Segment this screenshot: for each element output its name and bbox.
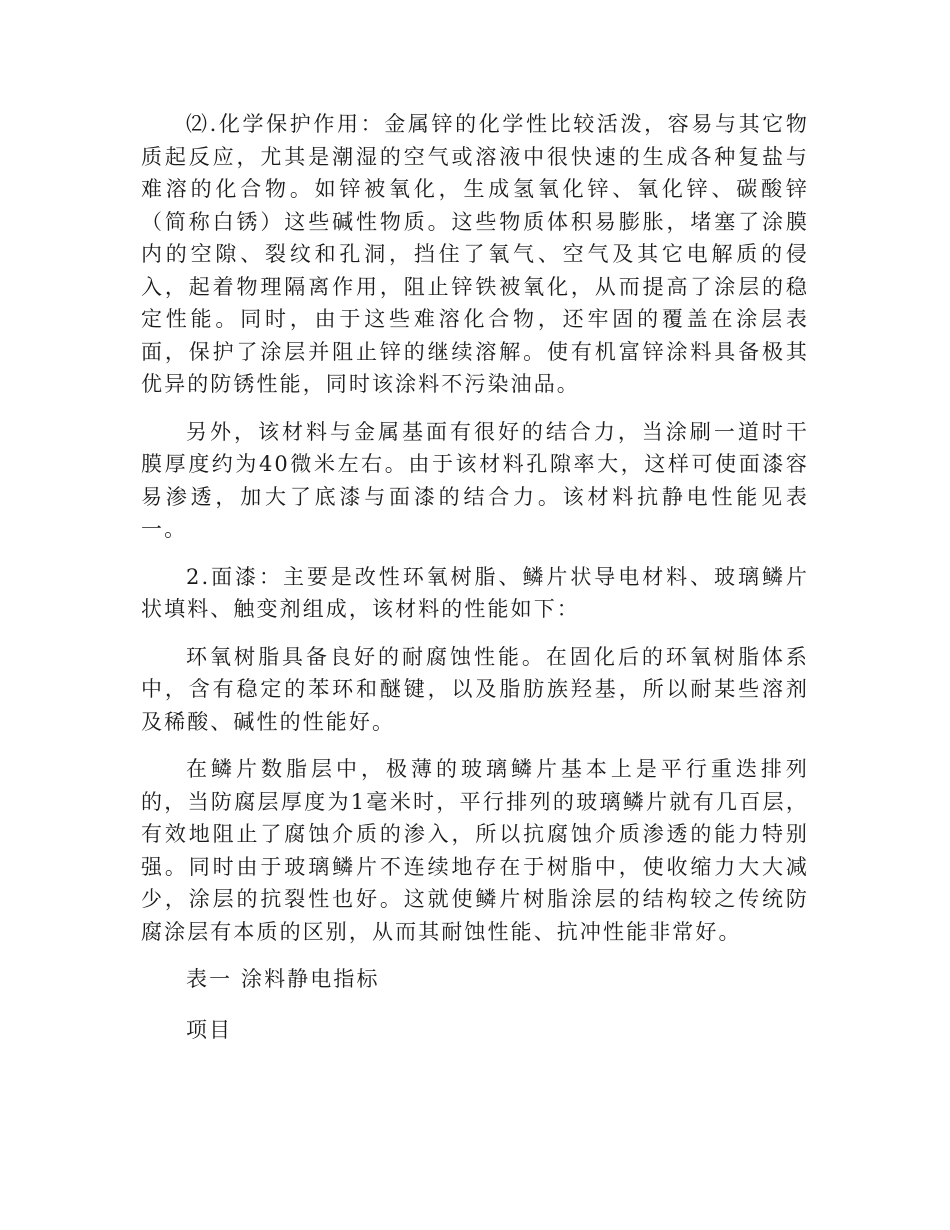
paragraph-chemical-protection: ⑵.化学保护作用：金属锌的化学性比较活泼，容易与其它物质起反应，尤其是潮湿的空气或溶液中很快速的生成各种复盐与难溶的化合物。如锌被氧化，生成氢氧化锌、氧化锌、碳酸锌（简称白锈）这些碱性物质。这些物质体积易膨胀，堵塞了涂膜内的空隙、裂纹和孔洞，挡住了氧气、空气及其它电解质的侵入，起着物理隔离作用，阻止锌铁被氧化，从而提高了涂层的稳定性能。同时，由于这些难溶化合物，还牢固的覆盖在涂层表面，保护了涂层并阻止锌的继续溶解。使有机富锌涂料具备极其优异的防锈性能，同时该涂料不污染油品。 xyxy=(141,112,809,396)
table-header-item: 项目 xyxy=(186,1017,233,1042)
paragraph-glass-flake: 在鳞片数脂层中，极薄的玻璃鳞片基本上是平行重迭排列的，当防腐层厚度为1毫米时，平行排列的玻璃鳞片就有几百层，有效地阻止了腐蚀介质的渗入，所以抗腐蚀介质渗透的能力特别强。同时由于玻璃鳞片不连续地存在于树脂中，使收缩力大大减少，涂层的抗裂性也好。这就使鳞片树脂涂层的结构较之传统防腐涂层有本质的区别，从而其耐蚀性能、抗冲性能非常好。 xyxy=(141,757,809,944)
table-caption: 表一 涂料静电指标 xyxy=(186,967,380,991)
paragraph-topcoat: 2.面漆：主要是改性环氧树脂、鳞片状导电材料、玻璃鳞片状填料、触变剂组成，该材料的性能如下： xyxy=(141,564,809,621)
paragraph-epoxy: 环氧树脂具备良好的耐腐蚀性能。在固化后的环氧树脂体系中，含有稳定的苯环和醚键，以及脂肪族羟基，所以耐某些溶剂及稀酸、碱性的性能好。 xyxy=(141,644,809,734)
paragraph-adhesion: 另外，该材料与金属基面有很好的结合力，当涂刷一道时干膜厚度约为40微米左右。由于该材料孔隙率大，这样可使面漆容易渗透，加大了底漆与面漆的结合力。该材料抗静电性能见表一。 xyxy=(141,419,809,541)
